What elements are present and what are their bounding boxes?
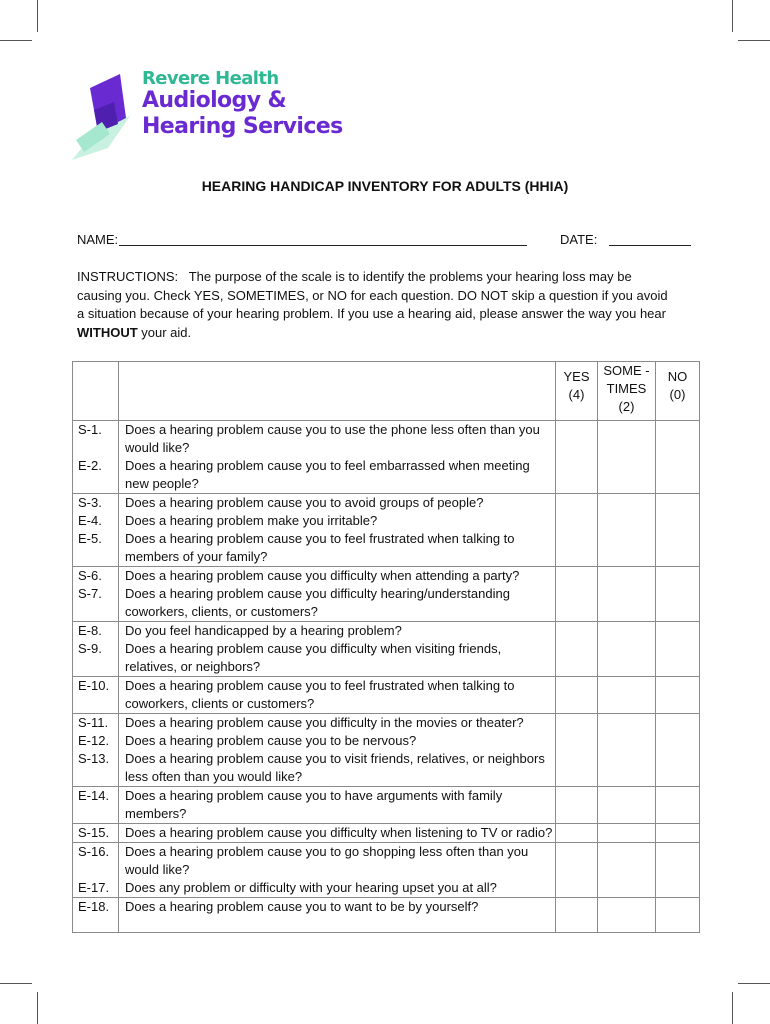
crop-mark bbox=[37, 992, 38, 1024]
answer-yes-checkbox[interactable] bbox=[556, 843, 598, 898]
crop-mark bbox=[732, 0, 733, 32]
question-text-cell bbox=[119, 567, 556, 622]
question-code: S-11. bbox=[78, 715, 109, 730]
answer-no-checkbox[interactable] bbox=[656, 677, 700, 714]
question-text: Does a hearing problem cause you difficulty in the movies or theater? bbox=[125, 715, 524, 730]
question-text: Does a hearing problem cause you to want to be by yourself? bbox=[125, 899, 479, 914]
answer-no-checkbox[interactable] bbox=[656, 714, 700, 787]
question-group-row bbox=[73, 622, 700, 677]
question-text: Does a hearing problem cause you difficulty when visiting friends, relatives, or neighbors? bbox=[125, 641, 502, 674]
crop-mark bbox=[0, 983, 32, 984]
question-text: Does a hearing problem cause you to use the phone less often than you would like? bbox=[125, 422, 540, 455]
question-code: S-9. bbox=[78, 641, 102, 656]
question-code-cell bbox=[73, 843, 119, 898]
answer-no-checkbox[interactable] bbox=[656, 567, 700, 622]
question-text-cell bbox=[119, 421, 556, 494]
header-sometimes: SOME - TIMES (2) bbox=[598, 362, 656, 421]
question-text: Do you feel handicapped by a hearing problem? bbox=[125, 623, 402, 638]
answer-sometimes-checkbox[interactable] bbox=[598, 494, 656, 567]
answer-yes-checkbox[interactable] bbox=[556, 677, 598, 714]
question-text-cell bbox=[119, 494, 556, 567]
question-text-cell bbox=[119, 843, 556, 898]
table-header-row bbox=[73, 362, 700, 421]
question-text: Does a hearing problem cause you difficulty when attending a party? bbox=[125, 568, 520, 583]
question-code-cell bbox=[73, 677, 119, 714]
question-text-cell bbox=[119, 898, 556, 933]
question-text: Does a hearing problem cause you to go shopping less often than you would like? bbox=[125, 844, 529, 877]
question-text: Does a hearing problem cause you difficulty when listening to TV or radio? bbox=[125, 825, 553, 840]
question-text: Does a hearing problem cause you to feel embarrassed when meeting new people? bbox=[125, 458, 530, 491]
question-code: S-3. bbox=[78, 495, 102, 510]
question-text-cell bbox=[119, 714, 556, 787]
answer-sometimes-checkbox[interactable] bbox=[598, 787, 656, 824]
question-group-row bbox=[73, 494, 700, 567]
header-yes: YES (4) bbox=[556, 362, 598, 421]
question-group-row bbox=[73, 567, 700, 622]
answer-sometimes-checkbox[interactable] bbox=[598, 622, 656, 677]
question-text: Does a hearing problem cause you to feel frustrated when talking to members of your family? bbox=[125, 531, 515, 564]
answer-no-checkbox[interactable] bbox=[656, 898, 700, 933]
question-text: Does a hearing problem cause you to be nervous? bbox=[125, 733, 417, 748]
answer-sometimes-checkbox[interactable] bbox=[598, 898, 656, 933]
question-text: Does a hearing problem cause you difficulty hearing/understanding coworkers, clients, or customers? bbox=[125, 586, 510, 619]
question-code-cell bbox=[73, 787, 119, 824]
question-text: Does any problem or difficulty with your hearing upset you at all? bbox=[125, 880, 497, 895]
answer-sometimes-checkbox[interactable] bbox=[598, 567, 656, 622]
answer-yes-checkbox[interactable] bbox=[556, 787, 598, 824]
logo-line-2: Hearing Services bbox=[142, 114, 343, 139]
revere-health-logo bbox=[68, 66, 358, 166]
answer-yes-checkbox[interactable] bbox=[556, 622, 598, 677]
question-text-cell bbox=[119, 677, 556, 714]
question-code-cell bbox=[73, 898, 119, 933]
answer-no-checkbox[interactable] bbox=[656, 622, 700, 677]
answer-sometimes-checkbox[interactable] bbox=[598, 824, 656, 843]
question-code: S-6. bbox=[78, 568, 102, 583]
crop-mark bbox=[732, 992, 733, 1024]
question-group-row bbox=[73, 714, 700, 787]
form-title: HEARING HANDICAP INVENTORY FOR ADULTS (HHIA) bbox=[201, 178, 569, 194]
name-field[interactable] bbox=[119, 245, 527, 246]
date-label: DATE: bbox=[560, 232, 598, 247]
question-code-cell bbox=[73, 622, 119, 677]
answer-yes-checkbox[interactable] bbox=[556, 824, 598, 843]
instructions bbox=[77, 268, 677, 342]
answer-sometimes-checkbox[interactable] bbox=[598, 677, 656, 714]
question-code-cell bbox=[73, 567, 119, 622]
answer-no-checkbox[interactable] bbox=[656, 824, 700, 843]
answer-no-checkbox[interactable] bbox=[656, 494, 700, 567]
question-group-row bbox=[73, 787, 700, 824]
logo-mark-icon bbox=[68, 70, 140, 166]
crop-mark bbox=[0, 40, 32, 41]
crop-mark bbox=[738, 983, 770, 984]
answer-yes-checkbox[interactable] bbox=[556, 898, 598, 933]
question-text-cell bbox=[119, 787, 556, 824]
answer-no-checkbox[interactable] bbox=[656, 787, 700, 824]
answer-yes-checkbox[interactable] bbox=[556, 421, 598, 494]
question-code-cell bbox=[73, 714, 119, 787]
header-no: NO (0) bbox=[656, 362, 700, 421]
question-text-cell bbox=[119, 824, 556, 843]
question-text: Does a hearing problem cause you to visit friends, relatives, or neighbors less often than you would like? bbox=[125, 751, 545, 784]
question-group-row bbox=[73, 421, 700, 494]
question-text: Does a hearing problem make you irritable? bbox=[125, 513, 378, 528]
answer-sometimes-checkbox[interactable] bbox=[598, 843, 656, 898]
question-text-cell bbox=[119, 622, 556, 677]
question-code: E-8. bbox=[78, 623, 102, 638]
instructions-emphasis: WITHOUT bbox=[77, 324, 138, 340]
question-code: S-7. bbox=[78, 586, 102, 601]
question-code: E-14. bbox=[78, 788, 110, 803]
question-group-row bbox=[73, 824, 700, 843]
answer-yes-checkbox[interactable] bbox=[556, 714, 598, 787]
date-field[interactable] bbox=[609, 245, 691, 246]
logo-line-1: Audiology & bbox=[142, 88, 287, 113]
question-code: E-12. bbox=[78, 733, 110, 748]
question-code: E-18. bbox=[78, 899, 110, 914]
question-text: Does a hearing problem cause you to feel frustrated when talking to coworkers, clients or customers? bbox=[125, 678, 515, 711]
instructions-text: The purpose of the scale is to identify the problems your hearing loss may be causing you. Check YES, SOMETIMES, or NO for each question. DO NOT skip a question if you avoid a situation because of your hearing problem. If you use a hearing aid, please answer the way you hear bbox=[77, 269, 668, 321]
answer-sometimes-checkbox[interactable] bbox=[598, 714, 656, 787]
question-code-cell bbox=[73, 824, 119, 843]
name-label: NAME: bbox=[77, 232, 119, 247]
question-code: S-13. bbox=[78, 751, 110, 766]
hhia-table bbox=[72, 361, 700, 933]
header-code-cell bbox=[73, 362, 119, 421]
header-question-cell bbox=[119, 362, 556, 421]
answer-sometimes-checkbox[interactable] bbox=[598, 421, 656, 494]
question-code: S-16. bbox=[78, 844, 110, 859]
question-text: Does a hearing problem cause you to avoid groups of people? bbox=[125, 495, 484, 510]
answer-yes-checkbox[interactable] bbox=[556, 494, 598, 567]
question-code: E-10. bbox=[78, 678, 110, 693]
answer-no-checkbox[interactable] bbox=[656, 421, 700, 494]
crop-mark bbox=[738, 40, 770, 41]
question-code: E-5. bbox=[78, 531, 102, 546]
instructions-label: INSTRUCTIONS: bbox=[77, 269, 179, 284]
question-text: Does a hearing problem cause you to have arguments with family members? bbox=[125, 788, 503, 821]
question-code: E-2. bbox=[78, 458, 102, 473]
question-code: S-1. bbox=[78, 422, 102, 437]
answer-yes-checkbox[interactable] bbox=[556, 567, 598, 622]
question-code-cell bbox=[73, 421, 119, 494]
question-code: E-4. bbox=[78, 513, 102, 528]
answer-no-checkbox[interactable] bbox=[656, 843, 700, 898]
question-code: S-15. bbox=[78, 825, 110, 840]
question-group-row bbox=[73, 843, 700, 898]
logo-brand-text: Revere Health bbox=[142, 68, 279, 89]
question-code-cell bbox=[73, 494, 119, 567]
question-group-row bbox=[73, 898, 700, 933]
question-code: E-17. bbox=[78, 880, 110, 895]
question-group-row bbox=[73, 677, 700, 714]
crop-mark bbox=[37, 0, 38, 32]
instructions-end: your aid. bbox=[141, 324, 192, 340]
